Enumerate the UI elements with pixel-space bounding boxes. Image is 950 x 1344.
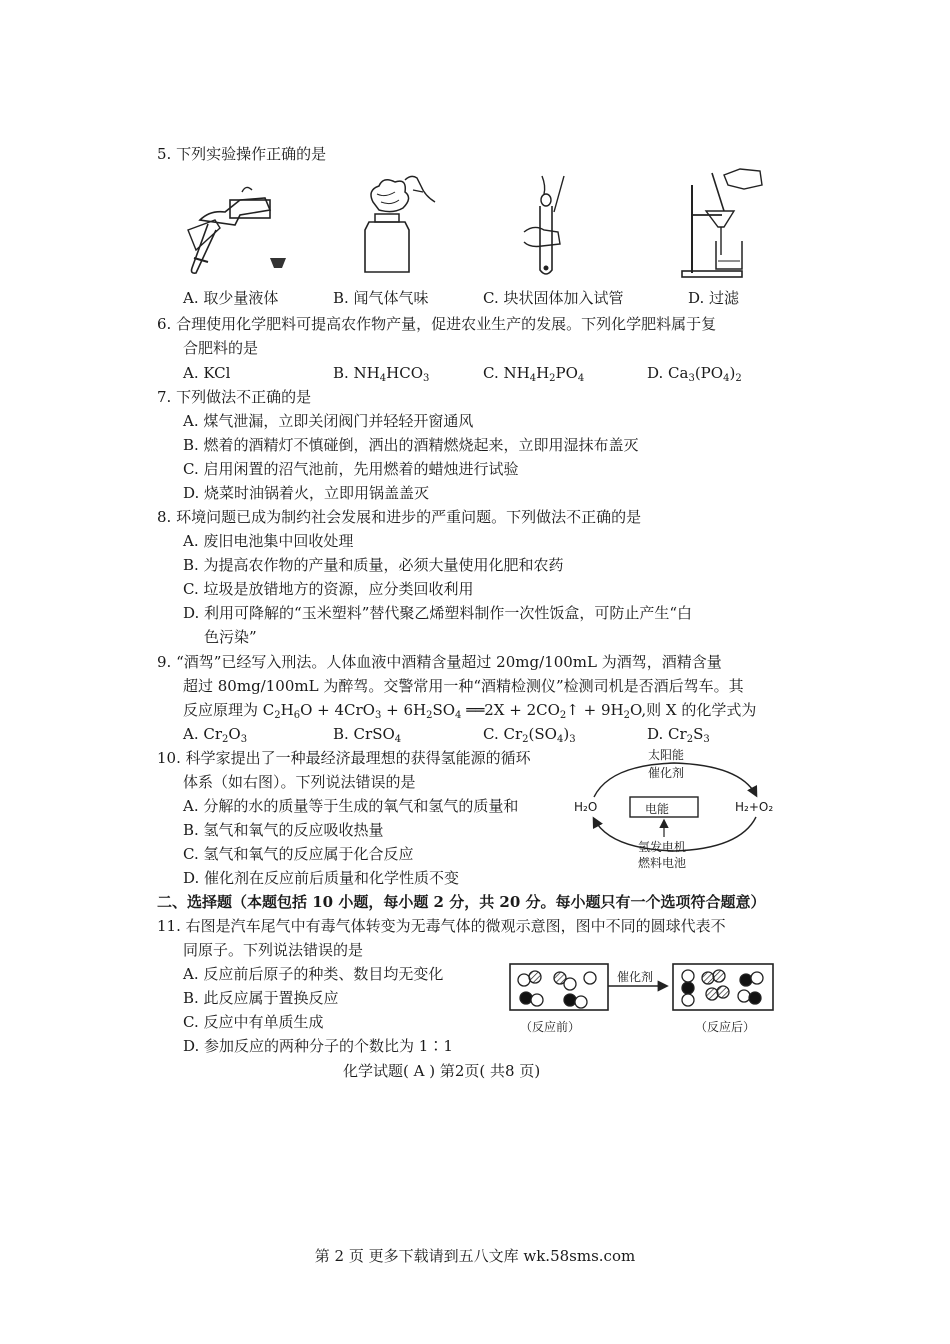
q10-option-d: D. 催化剂在反应前后质量和化学性质不变	[183, 869, 460, 887]
q5-figure-b-smell-gas	[355, 172, 445, 277]
q10-diagram-water-label: H₂O	[574, 800, 598, 814]
q7-option-b: B. 燃着的酒精灯不慎碰倒，洒出的酒精燃烧起来，立即用湿抹布盖灭	[183, 436, 639, 454]
q10-diagram-generator-label: 氢发电机	[638, 840, 687, 854]
q8-option-b: B. 为提高农作物的产量和质量，必须大量使用化肥和农药	[183, 556, 564, 574]
q5-option-a: A. 取少量液体	[183, 289, 279, 307]
q10-option-c: C. 氢气和氧气的反应属于化合反应	[183, 845, 414, 863]
section-two-heading: 二、选择题（本题包括 10 小题，每小题 2 分，共 20 分。每小题只有一个选项符合题意）	[157, 893, 766, 911]
q8-stem: 8. 环境问题已成为制约社会发展和进步的严重问题。下列做法不正确的是	[157, 508, 642, 526]
q11-diagram-after-label: （反应后）	[695, 1020, 756, 1034]
q6-option-d: D. $Ca_3(PO_4)_2$	[647, 364, 742, 384]
q10-diagram-electric-label: 电能	[645, 802, 670, 816]
q7-option-c: C. 启用闲置的沼气池前，先用燃着的蜡烛进行试验	[183, 460, 519, 478]
q9-option-a: A. $Cr_2O_3$	[183, 725, 248, 745]
q11-option-b: B. 此反应属于置换反应	[183, 989, 339, 1007]
q11-option-a: A. 反应前后原子的种类、数目均无变化	[183, 965, 444, 983]
q11-stem-line1: 11. 右图是汽车尾气中有毒气体转变为无毒气体的微观示意图，图中不同的圆球代表不	[157, 917, 726, 935]
q5-figure-c-add-solid	[520, 172, 580, 280]
q6-stem-line2: 合肥料的是	[183, 339, 259, 357]
q8-option-d: D. 利用可降解的“玉米塑料”替代聚乙烯塑料制作一次性饭盒，可防止产生“白	[183, 604, 693, 622]
exam-page-footer: 化学试题( A ) 第2页( 共8 页)	[343, 1062, 541, 1080]
q5-figure-a-take-liquid	[180, 180, 290, 275]
q10-diagram-fuelcell-label: 燃料电池	[638, 856, 687, 870]
q9-line2: 超过 80mg/100mL 为醉驾。交警常用一种“酒精检测仪”检测司机是否酒后驾车。其	[183, 677, 744, 695]
q10-diagram-gases-label: H₂+O₂	[735, 800, 774, 814]
q9-option-b: B. CrSO$_4$	[333, 725, 402, 745]
q11-stem-line2: 同原子。下列说法错误的是	[183, 941, 364, 959]
q7-option-a: A. 煤气泄漏，立即关闭阀门并轻轻开窗通风	[183, 412, 474, 430]
q6-stem-line1: 6. 合理使用化学肥料可提高农作物产量，促进农业生产的发展。下列化学肥料属于复	[157, 315, 717, 333]
q5-option-c: C. 块状固体加入试管	[483, 289, 624, 307]
q7-option-d: D. 烧菜时油锅着火，立即用锅盖盖灭	[183, 484, 430, 502]
q9-option-c: C. $Cr_2(SO_4)_3$	[483, 725, 576, 745]
q8-option-a: A. 废旧电池集中回收处理	[183, 532, 354, 550]
q6-option-b: B. $NH_4HCO_3$	[333, 364, 430, 384]
q11-diagram-before-label: （反应前）	[520, 1020, 581, 1034]
q10-option-a: A. 分解的水的质量等于生成的氧气和氢气的质量和	[183, 797, 519, 815]
q9-option-d: D. $Cr_2S_3$	[647, 725, 710, 745]
q9-line1: 9. “酒驾”已经写入刑法。人体血液中酒精含量超过 20mg/100mL 为酒驾，酒精含量	[157, 653, 722, 671]
q10-diagram-catalyst-label: 催化剂	[648, 766, 685, 780]
q10-diagram-solar-label: 太阳能	[648, 748, 685, 762]
q8-option-c: C. 垃圾是放错地方的资源，应分类回收利用	[183, 580, 474, 598]
q5-option-d: D. 过滤	[688, 289, 740, 307]
q5-option-b: B. 闻气体气味	[333, 289, 429, 307]
q10-stem-line2: 体系（如右图）。下列说法错误的是	[183, 773, 416, 791]
site-footer: 第 2 页 更多下载请到五八文库 wk.58sms.com	[314, 1247, 636, 1265]
q6-option-c: C. $NH_4H_2PO_4$	[483, 364, 585, 384]
q10-option-b: B. 氢气和氧气的反应吸收热量	[183, 821, 384, 839]
q8-option-d-cont: 色污染”	[204, 628, 257, 646]
q6-option-a: A. KCl	[183, 364, 231, 382]
q11-option-c: C. 反应中有单质生成	[183, 1013, 324, 1031]
q11-option-d: D. 参加反应的两种分子的个数比为 1∶1	[183, 1037, 453, 1055]
q11-diagram-catalyst-label: 催化剂	[617, 970, 654, 984]
q5-stem: 5. 下列实验操作正确的是	[157, 145, 327, 163]
q5-figure-d-filtration	[680, 165, 780, 280]
q10-stem-line1: 10. 科学家提出了一种最经济最理想的获得氢能源的循环	[157, 749, 531, 767]
q7-stem: 7. 下列做法不正确的是	[157, 388, 312, 406]
q9-line3-equation: 反应原理为 $C_2H_6O + 4CrO_3 + 6H_2SO_4$ ══2X + $2CO_2↑ + 9H_2O$,则 X 的化学式为	[183, 701, 757, 721]
